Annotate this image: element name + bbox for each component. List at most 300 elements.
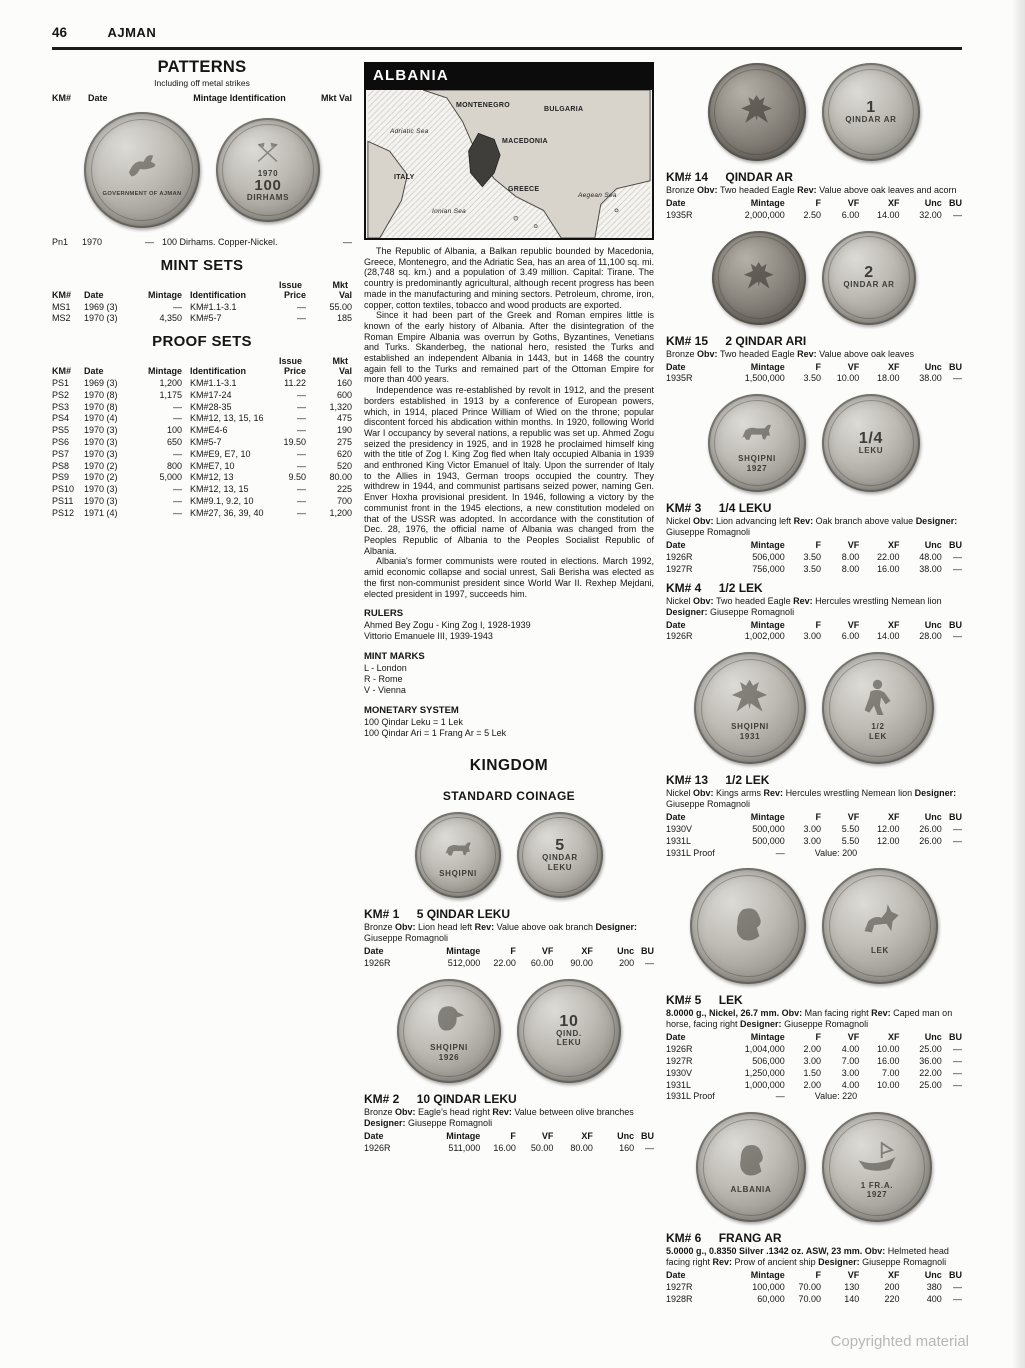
table-cell: 14.00: [877, 631, 900, 642]
text-segment: Giuseppe Romagnoli: [408, 1117, 493, 1128]
table-cell: PS11: [52, 495, 74, 506]
mint-sets-table: [52, 290, 352, 325]
hercules-icon: [854, 675, 901, 722]
table-cell: KM#E7, 10: [190, 460, 235, 471]
table-row: [52, 449, 352, 461]
table-cell: 1926R: [666, 1044, 693, 1055]
table-row: [666, 1270, 962, 1282]
km15-coin-reverse: [822, 231, 916, 325]
table-cell: BU: [641, 1130, 654, 1141]
coin-inscription: SHQIPNI: [731, 722, 769, 732]
table-cell: 3.50: [803, 563, 822, 574]
denomination: 1/2 LEK: [725, 773, 770, 788]
table-cell: 1930V: [666, 1067, 693, 1078]
table-cell: XF: [888, 540, 900, 551]
table-cell: Mintage: [147, 366, 182, 377]
denomination: 1/2 LEK: [718, 580, 763, 595]
table-cell: KM#17-24: [190, 389, 232, 400]
table-cell: 1930V: [666, 823, 693, 834]
table-cell: 1970 (3): [84, 436, 118, 447]
table-cell: 511,000: [448, 1142, 481, 1153]
table-cell: —: [953, 1055, 962, 1066]
mint-mark-line: L - London: [364, 663, 407, 674]
pigeon-icon: [118, 141, 167, 190]
table-cell: 1970 (3): [84, 313, 118, 324]
text-segment: Obv:: [781, 1008, 805, 1019]
table-row: [52, 461, 352, 473]
pattern-coin-reverse: [216, 118, 320, 222]
table-cell: 1926R: [364, 1142, 391, 1153]
table-row: [364, 958, 654, 970]
text-segment: Designer:: [914, 788, 957, 799]
listing-km3: [666, 501, 962, 575]
country-intro-paragraph: Independence was re-established by revolt in 1912, and the present borders established in 1913 by a conference of European powers, which, in 1914, placed Prince William of Wied on the throne; popular discontent forced his abdication within months. In 1920, following World War I occupancy by several nations, a republic was set up. Ahmed Zogu seized the presidency in 1925, and in 1928 he proclaimed himself king with the title of Zog I. King Zog fled when Italy occupied Albania in 1939 and enthroned King Victor Emanuel of Italy. Upon the surrender of Italy to the Allies in 1943, German troops occupied the country. They withdrew in 1944, and communist partisans seized power, naming Gen. Enver Hoxha provisional president. In 1946, following a victory by the communist front in the 1945 elections, a new constitution modeled on that of the USSR was adopted. In accordance with the constitution of Dec. 28, 1976, the official name of Albania was changed from the Peoples Republic of Albania to the Peoples Socialist Republic of Albania.: [364, 385, 654, 556]
table-cell: Identification: [190, 366, 246, 377]
text-segment: Giuseppe Romagnoli: [364, 933, 449, 944]
text-segment: Designer:: [364, 1117, 409, 1128]
pattern-coin-obverse: [84, 112, 200, 228]
right-column: [666, 54, 962, 1306]
table-cell: Date: [666, 361, 686, 372]
ruler-line: Vittorio Emanuele III, 1939-1943: [364, 631, 493, 642]
mint-sets-header-topline: [52, 280, 352, 290]
table-cell: Mintage: [750, 1032, 785, 1043]
table-cell: Val: [338, 289, 352, 300]
table-cell: PS1: [52, 377, 70, 388]
table-cell: XF: [888, 619, 900, 630]
table-cell: 38.00: [919, 373, 942, 384]
table-row: [666, 1044, 962, 1056]
table-cell: Mintage: [750, 812, 785, 823]
table-cell: —: [297, 507, 306, 518]
table-cell: 1935R: [666, 373, 693, 384]
table-cell: 506,000: [752, 551, 785, 562]
mint-mark-line: R - Rome: [364, 674, 403, 685]
coin-inscription: 100: [254, 176, 282, 194]
table-cell: 60,000: [757, 1293, 785, 1304]
text-segment: Obv:: [697, 185, 721, 195]
table-cell: 1927R: [666, 563, 693, 574]
table-cell: Mintage: [750, 540, 785, 551]
coin-inscription: SHQIPNI: [439, 868, 477, 878]
price-table: [666, 540, 962, 575]
coin-inscription: 5: [555, 837, 565, 855]
table-cell: BU: [949, 361, 962, 372]
table-cell: XF: [888, 1270, 900, 1281]
text-segment: Obv:: [864, 1246, 888, 1257]
text-segment: Nickel: [666, 516, 694, 527]
table-cell: 6.00: [841, 209, 860, 220]
text-segment: Obv:: [395, 922, 419, 933]
table-row: [666, 564, 962, 576]
listing-description: [666, 1008, 962, 1030]
coin-legend: [738, 454, 776, 473]
table-cell: KM#12, 13: [190, 472, 234, 483]
table-cell: F: [815, 198, 822, 208]
portrait-head-icon: [724, 902, 773, 951]
text-segment: Rev:: [793, 595, 816, 606]
km-number: KM# 6: [666, 1231, 702, 1246]
proof-sets-header-topline: [52, 356, 352, 366]
coin-inscription: LEKU: [547, 862, 573, 872]
table-cell: —: [297, 413, 306, 424]
coin-inscription: 1: [866, 98, 876, 116]
text-segment: Designer:: [915, 516, 958, 527]
price-table: [666, 1270, 962, 1305]
table-cell: Date: [84, 289, 104, 300]
table-cell: 1970 (8): [84, 389, 118, 400]
table-cell: F: [510, 946, 516, 957]
double-eagle-icon: [736, 91, 777, 132]
table-cell: BU: [949, 1270, 962, 1281]
table-cell: 1931L: [666, 835, 692, 846]
header-mkt: Mkt: [332, 356, 348, 367]
table-cell: 18.00: [877, 373, 900, 384]
table-row: [52, 402, 352, 414]
table-cell: 1970 (3): [84, 495, 118, 506]
listing-title: [666, 501, 962, 515]
km14-coin-reverse: [822, 63, 920, 161]
table-cell: 4,350: [159, 313, 182, 324]
text-segment: Two headed Eagle: [720, 348, 798, 359]
coin-inscription: 1927: [866, 1190, 888, 1200]
text-segment: Bronze: [364, 922, 396, 933]
table-cell: KM#5-7: [190, 436, 222, 447]
text-segment: Giuseppe Romagnoli: [666, 799, 751, 810]
coin-inscription: QIND.: [556, 1028, 582, 1038]
km6-coin-images: [666, 1112, 962, 1222]
rulers-heading: RULERS: [364, 608, 404, 620]
ancient-ship-icon: [854, 1135, 900, 1181]
header-mkt-val: Mkt Val: [320, 93, 352, 103]
listing-description: [364, 922, 654, 944]
coin-inscription: LEKU: [858, 445, 884, 455]
albania-map: [364, 90, 654, 240]
coin-legend: [731, 722, 769, 741]
km5-coin-obverse: [690, 868, 806, 984]
listing-title: [666, 1231, 962, 1245]
table-row: [52, 484, 352, 496]
table-cell: KM#9.1, 9.2, 10: [190, 495, 254, 506]
table-cell: 25.00: [919, 1079, 942, 1090]
table-cell: F: [815, 812, 822, 823]
text-segment: Rev:: [797, 185, 820, 195]
table-cell: 14.00: [877, 209, 900, 220]
listing-title: [364, 1092, 654, 1106]
table-cell: 100: [166, 425, 182, 436]
text-segment: Hercules wrestling Nemean lion: [815, 595, 942, 606]
table-cell: 200: [884, 1281, 900, 1292]
country-intro-paragraph: Since it had been part of the Greek and Roman empires little is known of the early history of Albania. After the disintegration of the Roman Empire Albania was overrun by Goths, Byzantines, Venetians and Turks. Skanderbeg, the national hero, resisted the Turks and established an independent Albania in 1443, but in 1468 the country again fell to the Turks and remained part of the Ottoman Empire for more than 400 years.: [364, 310, 654, 385]
km14-coin-images: [666, 63, 962, 161]
table-cell: XF: [888, 361, 900, 372]
table-cell: 19.50: [283, 436, 306, 447]
table-cell: KM#: [52, 289, 72, 300]
table-cell: 4.00: [841, 1044, 860, 1055]
table-cell: 475: [336, 413, 352, 424]
table-cell: —: [953, 1281, 962, 1292]
table-cell: 36.00: [919, 1055, 942, 1066]
table-cell: —: [953, 823, 962, 834]
text-segment: Rev:: [712, 1257, 735, 1268]
denomination: LEK: [718, 993, 743, 1008]
table-cell: 130: [844, 1281, 860, 1292]
table-cell: 22.00: [877, 551, 900, 562]
table-cell: —: [343, 237, 352, 247]
map-label-bulgaria: BULGARIA: [544, 106, 584, 113]
table-cell: PS8: [52, 460, 70, 471]
header-km: KM#: [52, 93, 72, 103]
table-cell: 1970 (2): [84, 472, 118, 483]
table-cell: KM#1.1-3.1: [190, 301, 237, 312]
table-cell: VF: [541, 1130, 554, 1141]
country-title: ALBANIA: [373, 67, 449, 84]
table-cell: 28.00: [919, 631, 942, 642]
table-cell: Value: 220: [814, 1091, 858, 1102]
table-cell: 1970: [82, 237, 103, 247]
table-cell: 1969 (3): [84, 301, 118, 312]
text-segment: Eagle's head right: [418, 1106, 493, 1117]
table-cell: 160: [336, 377, 352, 388]
table-cell: —: [953, 209, 962, 220]
listing-description: [666, 596, 962, 618]
double-eagle-icon: [739, 258, 778, 297]
table-cell: 1,002,000: [744, 631, 785, 642]
table-cell: PS9: [52, 472, 70, 483]
table-cell: 26.00: [919, 835, 942, 846]
km-number: KM# 13: [666, 773, 709, 788]
km3-coin-images: [666, 394, 962, 492]
mint-mark-line: V - Vienna: [364, 685, 406, 696]
coin-legend: [869, 722, 887, 741]
albania-column: [364, 62, 654, 1154]
table-cell: 650: [166, 436, 182, 447]
map-graphic: [366, 90, 652, 238]
monetary-system-line: 100 Qindar Ari = 1 Frang Ar = 5 Lek: [364, 728, 507, 739]
table-row: [666, 631, 962, 643]
km2-coin-images: [364, 979, 654, 1083]
table-cell: 2.00: [803, 1079, 822, 1090]
table-cell: Unc: [924, 619, 942, 630]
text-segment: Designer:: [740, 1019, 785, 1030]
text-segment: Two headed Eagle: [716, 595, 794, 606]
table-cell: 512,000: [447, 958, 481, 968]
coin-legend: [731, 1185, 772, 1195]
coin-inscription: SHQIPNI: [738, 454, 776, 464]
table-cell: 1926R: [666, 551, 693, 562]
listing-description: [666, 185, 962, 196]
table-cell: —: [953, 1079, 962, 1090]
table-cell: —: [297, 460, 306, 471]
crossed-flags-icon: [252, 138, 283, 169]
table-cell: —: [297, 484, 306, 495]
denomination: 1/4 LEKU: [718, 501, 772, 516]
table-cell: F: [815, 540, 822, 551]
table-cell: 275: [336, 436, 352, 447]
table-cell: Mintage: [750, 361, 785, 372]
table-cell: Unc: [924, 1032, 942, 1043]
table-cell: 3.50: [803, 373, 822, 384]
table-cell: 100 Dirhams. Copper-Nickel.: [162, 237, 278, 247]
map-label-adriatic-sea: Adriatic Sea: [390, 128, 429, 135]
table-cell: 50.00: [530, 1142, 554, 1153]
patterns-title: PATTERNS: [157, 58, 247, 76]
coin-legend: [430, 1043, 468, 1062]
km5-coin-reverse: [822, 868, 938, 984]
km13-coin-reverse: [822, 652, 934, 764]
table-cell: MS2: [52, 313, 71, 324]
text-segment: Bronze: [364, 1106, 396, 1117]
table-cell: 22.00: [493, 958, 516, 968]
denomination: 5 QINDAR LEKU: [416, 907, 511, 922]
table-row: [666, 198, 962, 210]
table-cell: 225: [336, 484, 352, 495]
table-cell: 6.00: [841, 631, 860, 642]
table-cell: MS1: [52, 301, 71, 312]
page-number: 46: [52, 25, 68, 40]
listing-km4: [666, 581, 962, 644]
table-cell: 5.50: [841, 823, 860, 834]
table-row: [666, 1294, 962, 1306]
listing-title: [364, 907, 654, 921]
table-cell: 12.00: [877, 835, 900, 846]
page-edge-shadow: [1011, 0, 1025, 1368]
table-cell: Date: [666, 198, 686, 208]
table-cell: 800: [166, 460, 182, 471]
table-cell: 3.00: [803, 631, 822, 642]
table-cell: 520: [336, 460, 352, 471]
table-cell: KM#5-7: [190, 313, 222, 324]
km2-coin-obverse: [397, 979, 501, 1083]
table-cell: —: [953, 551, 962, 562]
table-cell: Mintage: [147, 289, 182, 300]
coin-inscription: ALBANIA: [730, 1185, 772, 1195]
table-cell: Mintage: [446, 946, 481, 957]
coin-legend: [439, 869, 477, 879]
text-segment: Value above oak branch: [496, 922, 596, 933]
text-segment: Helmeted head facing right: [666, 1246, 949, 1268]
copyright-watermark: Copyrighted material: [830, 1333, 969, 1350]
table-cell: PS3: [52, 401, 70, 412]
table-cell: KM#: [52, 366, 72, 377]
table-cell: 500,000: [752, 835, 785, 846]
table-cell: Pn1: [52, 237, 69, 247]
table-cell: 16.00: [877, 563, 900, 574]
text-segment: Nickel: [666, 595, 694, 606]
table-cell: 10.00: [877, 1079, 900, 1090]
km1-coin-obverse: [415, 812, 501, 898]
table-cell: 8.00: [841, 563, 860, 574]
table-cell: 90.00: [570, 958, 593, 968]
table-cell: 70.00: [798, 1293, 822, 1304]
table-cell: BU: [949, 198, 962, 208]
table-cell: Date: [364, 1130, 384, 1141]
text-segment: Designer:: [595, 922, 638, 933]
table-cell: 1,500,000: [744, 373, 785, 384]
coin-inscription: QINDAR AR: [845, 114, 897, 124]
table-cell: 1928R: [666, 1293, 693, 1304]
km15-coin-images: [666, 231, 962, 325]
table-cell: Unc: [924, 540, 942, 551]
table-cell: 3.00: [841, 1067, 860, 1078]
table-cell: 1927R: [666, 1281, 693, 1292]
coin-legend: [247, 169, 289, 202]
coin-legend: [871, 946, 889, 956]
km-number: KM# 2: [364, 1091, 400, 1106]
listing-title: [666, 581, 962, 595]
text-segment: Caped man on horse, facing right: [666, 1008, 953, 1030]
km-number: KM# 1: [364, 907, 400, 922]
coin-inscription: LEK: [870, 945, 890, 955]
table-cell: 2,000,000: [744, 209, 785, 220]
helmeted-head-icon: [728, 1139, 774, 1185]
table-cell: BU: [641, 946, 654, 957]
table-cell: Mintage: [750, 619, 785, 630]
table-cell: —: [297, 389, 306, 400]
table-cell: 756,000: [752, 563, 785, 574]
table-cell: 1,250,000: [744, 1067, 785, 1078]
table-cell: 3.00: [803, 823, 822, 834]
table-row: [666, 812, 962, 824]
coin-legend: [859, 431, 884, 456]
table-cell: Mintage: [750, 1270, 785, 1281]
table-cell: F: [815, 361, 822, 372]
table-cell: VF: [847, 619, 860, 630]
table-cell: 2.00: [803, 1044, 822, 1055]
table-row: [666, 1091, 962, 1103]
table-row: [666, 836, 962, 848]
map-label-montenegro: MONTENEGRO: [456, 102, 510, 109]
text-segment: 8.0000 g., Nickel, 26.7 mm.: [666, 1008, 782, 1019]
table-cell: 4.00: [841, 1079, 860, 1090]
table-cell: XF: [581, 946, 593, 957]
table-cell: 80.00: [329, 472, 352, 483]
coin-inscription: LEK: [868, 731, 888, 741]
table-cell: VF: [847, 540, 860, 551]
table-cell: 1931L Proof: [666, 847, 715, 858]
text-segment: Man facing right: [804, 1008, 872, 1019]
table-cell: 620: [336, 448, 352, 459]
table-cell: 22.00: [919, 1067, 942, 1078]
table-cell: 380: [926, 1281, 942, 1292]
table-cell: —: [297, 425, 306, 436]
table-row: [364, 1143, 654, 1155]
table-cell: Price: [283, 366, 306, 377]
table-cell: —: [953, 1293, 962, 1304]
table-row: [666, 848, 962, 860]
table-cell: 7.00: [841, 1055, 860, 1066]
coin-inscription: QINDAR AR: [843, 280, 895, 290]
table-cell: 220: [884, 1293, 900, 1304]
listing-km6: [666, 1231, 962, 1305]
table-cell: Date: [84, 366, 104, 377]
proof-sets-title: PROOF SETS: [152, 333, 252, 351]
text-segment: Value above oak leaves: [819, 348, 915, 359]
listing-km13: [666, 773, 962, 859]
km1-coin-reverse: [517, 812, 603, 898]
km13-coin-obverse: [694, 652, 806, 764]
table-cell: 10.00: [836, 373, 860, 384]
table-row: [52, 508, 352, 520]
table-cell: PS12: [52, 507, 75, 518]
table-cell: —: [953, 563, 962, 574]
table-cell: PS5: [52, 425, 70, 436]
table-cell: Unc: [617, 946, 635, 957]
table-cell: 25.00: [919, 1044, 942, 1055]
table-cell: KM#12, 13, 15, 16: [190, 413, 264, 424]
table-cell: 190: [336, 425, 352, 436]
table-cell: 1931L Proof: [666, 1091, 715, 1102]
